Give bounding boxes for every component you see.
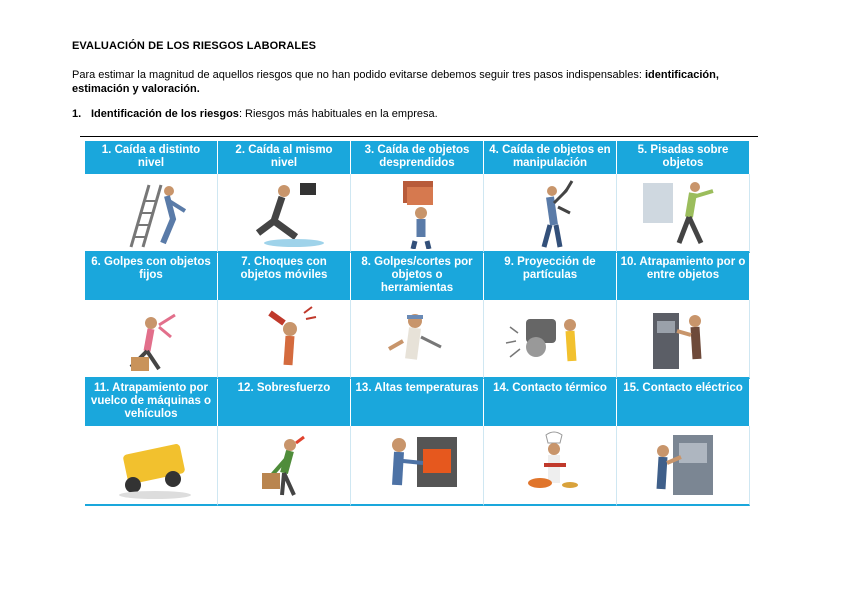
- carrying-object-icon: [484, 174, 617, 253]
- risk-label: 12. Sobresfuerzo: [218, 379, 351, 426]
- risk-label: 11. Atrapamiento por vuelco de máquinas o vehículos: [85, 379, 218, 426]
- risk-label: 2. Caída al mismo nivel: [218, 141, 351, 174]
- stepping-object-icon: [617, 174, 750, 253]
- risk-label: 7. Choques con objetos móviles: [218, 253, 351, 300]
- risk-label: 8. Golpes/cortes por objetos o herramientas: [351, 253, 484, 300]
- risk-label: 13. Altas temperaturas: [351, 379, 484, 426]
- slip-fall-icon: [218, 174, 351, 253]
- overexertion-icon: [218, 426, 351, 506]
- tool-cut-icon: [351, 300, 484, 379]
- machine-trap-icon: [617, 300, 750, 379]
- intro-paragraph: [72, 68, 762, 96]
- falling-boxes-icon: [351, 174, 484, 253]
- risk-label: 6. Golpes con objetos fijos: [85, 253, 218, 300]
- electric-panel-icon: [617, 426, 750, 506]
- risk-label: 9. Proyección de partículas: [484, 253, 617, 300]
- cook-heat-icon: [484, 426, 617, 506]
- ladder-fall-icon: [85, 174, 218, 253]
- step-label: Identificación de los riesgos: [91, 108, 239, 120]
- intro-text: Para estimar la magnitud de aquellos riesgos que no han podido evitarse debemos seguir tres pasos indispensables:: [72, 69, 645, 81]
- risk-label: 14. Contacto térmico: [484, 379, 617, 426]
- risk-label: 15. Contacto eléctrico: [617, 379, 750, 426]
- step-number: 1.: [72, 108, 82, 120]
- step-heading: [72, 108, 438, 120]
- intro-bold: identificación, estimación y valoración.: [72, 69, 719, 95]
- risk-label: 10. Atrapamiento por o entre objetos: [617, 253, 750, 300]
- risk-grid: [85, 141, 750, 506]
- furnace-icon: [351, 426, 484, 506]
- document-title: EVALUACIÓN DE LOS RIESGOS LABORALES: [72, 40, 317, 52]
- risk-label: 5. Pisadas sobre objetos: [617, 141, 750, 174]
- step-text: : Riesgos más habituales en la empresa.: [238, 108, 438, 120]
- risk-label: 3. Caída de objetos desprendidos: [351, 141, 484, 174]
- vehicle-overturn-icon: [85, 426, 218, 506]
- bump-fixed-icon: [85, 300, 218, 379]
- risk-label: 4. Caída de objetos en manipulación: [484, 141, 617, 174]
- moving-object-icon: [218, 300, 351, 379]
- risk-label: 1. Caída a distinto nivel: [85, 141, 218, 174]
- grinder-particles-icon: [484, 300, 617, 379]
- divider: [80, 136, 758, 137]
